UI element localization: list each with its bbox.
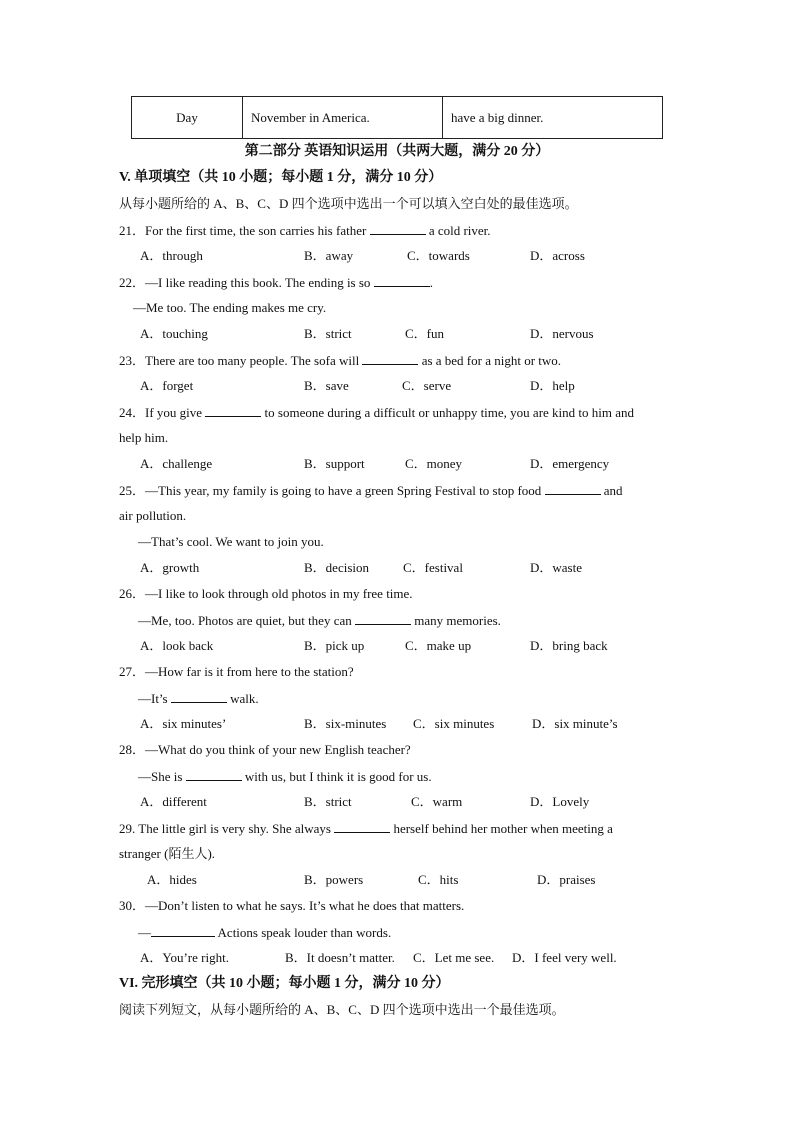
q30-option-c: C．Let me see. — [413, 950, 495, 965]
q26-option-d: D．bring back — [530, 638, 608, 653]
q29-option-d: D．praises — [537, 872, 596, 887]
q24-text-b: to someone during a difficult or unhappy time, you are kind to him and — [261, 405, 635, 420]
q26-option-c: C．make up — [405, 638, 472, 653]
q29-text-b: herself behind her mother when meeting a — [390, 821, 613, 836]
answer-blank — [186, 767, 242, 781]
q21-option-a: A．through — [140, 248, 203, 263]
q23-option-a: A．forget — [140, 378, 194, 393]
section6-title: VI. 完形填空（共 10 小题；每小题 1 分，满分 10 分） — [119, 976, 450, 991]
question-30: 30．—Don’t listen to what he says. It’s what he does that matters. — [119, 898, 465, 913]
question-23 — [119, 351, 561, 370]
q25-option-a: A．growth — [140, 560, 200, 575]
q30-text-b: Actions speak louder than words. — [215, 925, 392, 940]
q24-option-b: B．support — [304, 456, 365, 471]
q22-option-a: A．touching — [140, 326, 208, 341]
q22-option-c: C．fun — [405, 326, 445, 341]
q26-text-b: many memories. — [411, 613, 501, 628]
q28-reply — [138, 767, 432, 786]
q29-continuation: stranger (陌生人). — [119, 846, 216, 861]
question-24 — [119, 403, 634, 422]
q21-option-d: D．across — [530, 248, 585, 263]
answer-blank — [362, 351, 418, 365]
answer-blank — [205, 403, 261, 417]
table-cell-time: November in America. — [243, 97, 443, 139]
q26-text-a: —Me, too. Photos are quiet, but they can — [138, 613, 355, 628]
q25-text-b: and — [600, 483, 623, 498]
q25-option-c: C．festival — [403, 560, 463, 575]
q23-text-b: as a bed for a night or two. — [418, 353, 562, 368]
q24-text-a: 24．If you give — [119, 405, 206, 420]
q24-continuation: help him. — [119, 430, 169, 445]
q21-text-a: 21．For the first time, the son carries his father — [119, 223, 370, 238]
q25-option-d: D．waste — [530, 560, 582, 575]
answer-blank — [545, 481, 601, 495]
q27-option-b: B．six-minutes — [304, 716, 387, 731]
q22-reply: —Me too. The ending makes me cry. — [133, 300, 327, 315]
q28-text-a: —She is — [138, 769, 186, 784]
q24-option-c: C．money — [405, 456, 463, 471]
answer-blank — [334, 819, 390, 833]
section5-title: V. 单项填空（共 10 小题；每小题 1 分，满分 10 分） — [119, 170, 443, 185]
part2-title: 第二部分 英语知识运用（共两大题，满分 20 分） — [244, 144, 550, 159]
q27-reply — [138, 689, 259, 708]
q28-option-d: D．Lovely — [530, 794, 590, 809]
q27-text-b: walk. — [226, 691, 259, 706]
q30-option-b: B．It doesn’t matter. — [285, 950, 395, 965]
question-28: 28．—What do you think of your new English teacher? — [119, 742, 411, 757]
section6-instructions: 阅读下列短文，从每小题所给的 A、B、C、D 四个选项中选出一个最佳选项。 — [119, 1002, 565, 1017]
q23-text-a: 23．There are too many people. The sofa will — [119, 353, 363, 368]
section5-instructions: 从每小题所给的 A、B、C、D 四个选项中选出一个可以填入空白处的最佳选项。 — [119, 196, 578, 211]
q21-text-b: a cold river. — [425, 223, 491, 238]
q28-option-b: B．strict — [304, 794, 352, 809]
q29-option-b: B．powers — [304, 872, 364, 887]
question-26: 26．—I like to look through old photos in my free time. — [119, 586, 413, 601]
answer-blank — [171, 689, 227, 703]
q30-reply — [138, 923, 391, 942]
q26-option-a: A．look back — [140, 638, 214, 653]
q21-option-b: B．away — [304, 248, 354, 263]
q28-text-b: with us, but I think it is good for us. — [241, 769, 432, 784]
answer-blank — [370, 221, 426, 235]
q27-text-a: —It’s — [138, 691, 171, 706]
q30-option-d: D．I feel very well. — [512, 950, 617, 965]
q25-text-a: 25．—This year, my family is going to have a green Spring Festival to stop food — [119, 483, 545, 498]
q24-option-d: D．emergency — [530, 456, 610, 471]
answer-blank — [151, 923, 215, 937]
q22-text-a: 22．—I like reading this book. The ending is so — [119, 275, 374, 290]
q24-option-a: A．challenge — [140, 456, 213, 471]
q25-reply: —That’s cool. We want to join you. — [138, 534, 324, 549]
q27-option-a: A．six minutes’ — [140, 716, 227, 731]
table-cell-holiday: Day — [132, 97, 243, 139]
q27-option-d: D．six minute’s — [532, 716, 618, 731]
q22-text-b: . — [429, 275, 433, 290]
q26-option-b: B．pick up — [304, 638, 365, 653]
question-22 — [119, 273, 433, 292]
q28-option-a: A．different — [140, 794, 207, 809]
holiday-table-row — [131, 96, 663, 139]
q30-option-a: A．You’re right. — [140, 950, 229, 965]
q21-option-c: C．towards — [407, 248, 470, 263]
q25-option-b: B．decision — [304, 560, 369, 575]
q30-text-a: — — [138, 925, 151, 940]
q22-option-b: B．strict — [304, 326, 352, 341]
q25-continuation: air pollution. — [119, 508, 187, 523]
q22-option-d: D．nervous — [530, 326, 594, 341]
answer-blank — [374, 273, 430, 287]
q23-option-d: D．help — [530, 378, 575, 393]
table-cell-activity: have a big dinner. — [443, 97, 663, 139]
q23-option-c: C．serve — [402, 378, 452, 393]
q28-option-c: C．warm — [411, 794, 463, 809]
q29-option-a: A．hides — [147, 872, 197, 887]
q23-option-b: B．save — [304, 378, 349, 393]
question-27: 27．—How far is it from here to the station? — [119, 664, 354, 679]
q29-text-a: 29. The little girl is very shy. She always — [119, 821, 335, 836]
q26-reply — [138, 611, 501, 630]
q27-option-c: C．six minutes — [413, 716, 495, 731]
question-21 — [119, 221, 491, 240]
question-29 — [119, 819, 613, 838]
q29-option-c: C．hits — [418, 872, 459, 887]
answer-blank — [355, 611, 411, 625]
question-25 — [119, 481, 623, 500]
